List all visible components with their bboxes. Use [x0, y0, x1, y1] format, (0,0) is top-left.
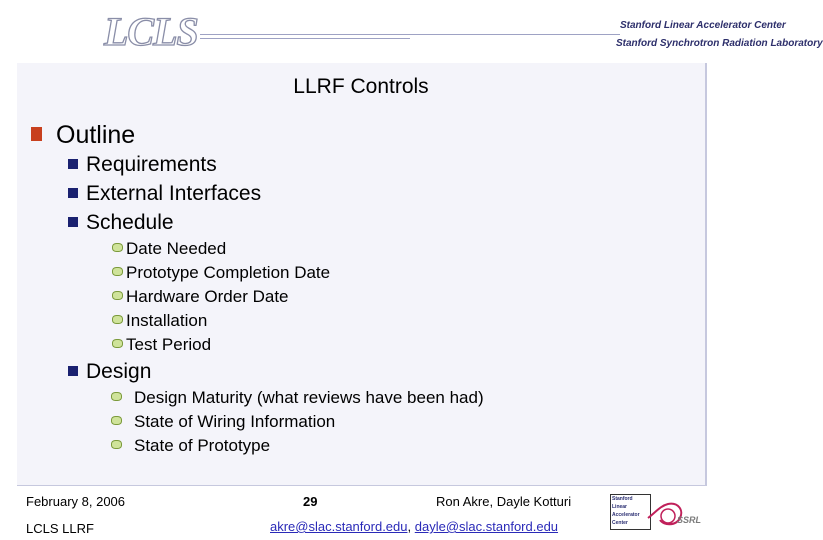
red-square-bullet-icon: [31, 127, 42, 141]
footer-authors: Ron Akre, Dayle Kotturi: [436, 494, 572, 509]
schedule-item-label: Test Period: [126, 335, 212, 354]
outline-heading: [31, 121, 135, 150]
design-item-label: Design Maturity (what reviews have been had): [134, 388, 484, 407]
green-bullet-icon: [112, 291, 123, 300]
header-rule-top: [200, 34, 620, 35]
lcls-logo: [104, 8, 204, 54]
badge-line: Linear: [612, 504, 628, 510]
schedule-item-label: Prototype Completion Date: [126, 263, 331, 282]
list-item-label: Requirements: [86, 153, 217, 176]
header-rule-bottom: [200, 38, 410, 39]
list-item-label: Schedule: [86, 211, 174, 234]
accelerator-ring-icon: [646, 496, 686, 532]
slide-footer: [0, 486, 720, 540]
green-bullet-icon: [112, 267, 123, 276]
badge-line: Accelerator: [612, 512, 640, 518]
schedule-item-prototype-completion: [112, 263, 330, 283]
green-bullet-icon: [112, 339, 123, 348]
slide-header: [0, 0, 823, 62]
green-bullet-icon: [111, 392, 122, 401]
email-separator: ,: [407, 519, 412, 534]
green-bullet-icon: [112, 243, 123, 252]
design-item-label: State of Wiring Information: [134, 412, 336, 431]
slac-badge: [610, 494, 651, 530]
schedule-item-label: Installation: [126, 311, 208, 330]
footer-project: LCLS LLRF: [26, 521, 94, 536]
ssrl-badge-text: SSRL: [677, 515, 702, 525]
outline-label: Outline: [56, 121, 136, 149]
green-bullet-icon: [112, 315, 123, 324]
design-item-maturity: [111, 388, 484, 408]
schedule-item-label: Hardware Order Date: [126, 287, 289, 306]
schedule-item-date-needed: [112, 239, 226, 259]
list-item-schedule: [68, 211, 174, 235]
institution-ssrl: Stanford Synchrotron Radiation Laboratory: [616, 38, 823, 49]
design-item-prototype: [111, 436, 270, 456]
list-item-requirements: [68, 153, 217, 177]
footer-date: February 8, 2006: [26, 494, 126, 509]
schedule-item-test-period: [112, 335, 211, 355]
email-link-dayle[interactable]: dayle@slac.stanford.edu: [414, 519, 559, 534]
navy-square-bullet-icon: [68, 366, 78, 376]
page-number: 29: [303, 494, 318, 509]
email-link-akre[interactable]: akre@slac.stanford.edu: [270, 519, 408, 534]
list-item-label: External Interfaces: [86, 182, 262, 205]
badge-line: Stanford: [612, 496, 633, 502]
design-item-label: State of Prototype: [134, 436, 271, 455]
slide-body: [17, 63, 707, 487]
slac-ssrl-logo: [610, 494, 704, 532]
schedule-item-hardware-order: [112, 287, 289, 307]
list-item-design: [68, 360, 151, 384]
slide-title: LLRF Controls: [293, 75, 429, 98]
navy-square-bullet-icon: [68, 159, 78, 169]
navy-square-bullet-icon: [68, 188, 78, 198]
list-item-label: Design: [86, 360, 152, 383]
navy-square-bullet-icon: [68, 217, 78, 227]
badge-line: Center: [612, 520, 628, 526]
green-bullet-icon: [111, 440, 122, 449]
schedule-item-installation: [112, 311, 207, 331]
design-item-wiring: [111, 412, 335, 432]
list-item-external-interfaces: [68, 182, 261, 206]
green-bullet-icon: [111, 416, 122, 425]
schedule-item-label: Date Needed: [126, 239, 227, 258]
footer-emails: [270, 519, 558, 534]
lcls-logo-text: LCLS: [104, 9, 198, 54]
institution-slac: Stanford Linear Accelerator Center: [620, 20, 786, 31]
